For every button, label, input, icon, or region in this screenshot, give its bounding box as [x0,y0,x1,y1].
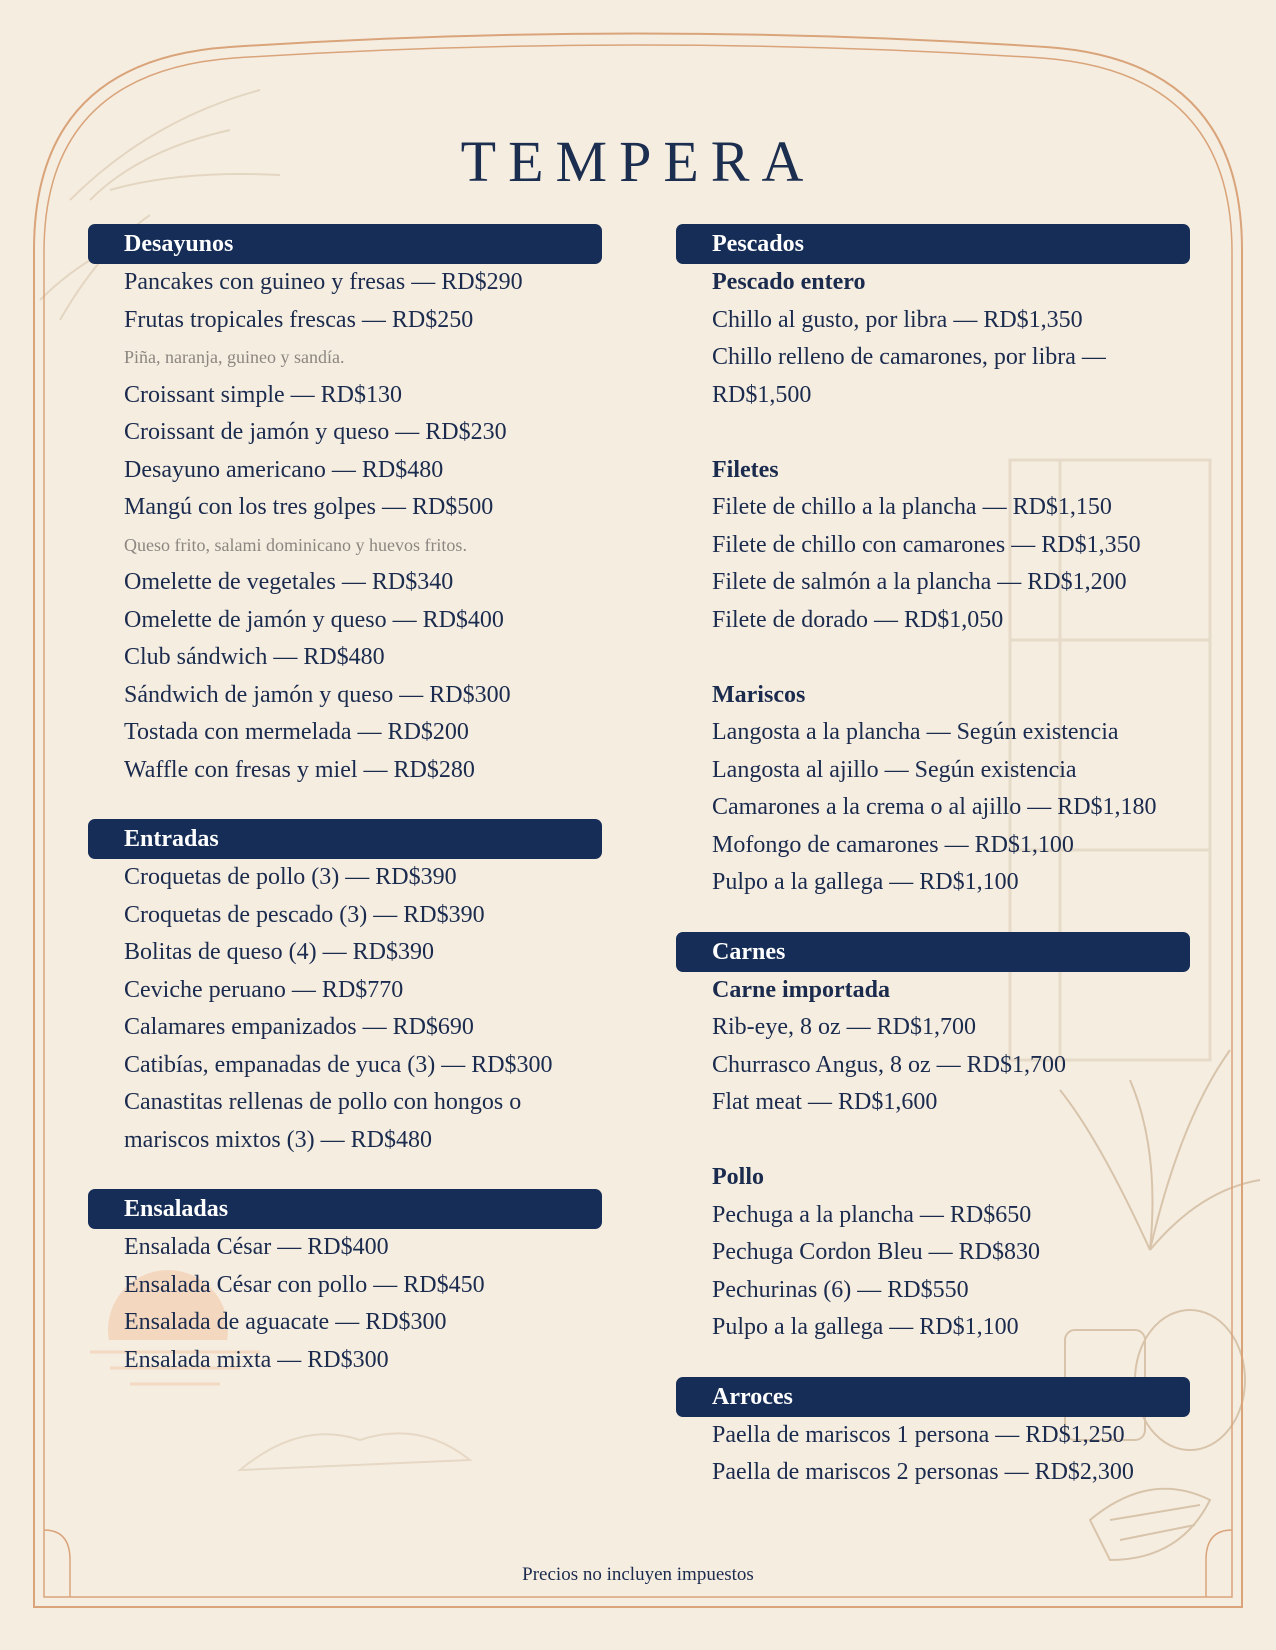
menu-item: Churrasco Angus, 8 oz — RD$1,700 [712,1051,1066,1078]
menu-section-desayunos [88,224,602,789]
menu-item: Pechurinas (6) — RD$550 [712,1276,969,1303]
menu-item: Pechuga Cordon Bleu — RD$830 [712,1239,1040,1265]
menu-item: Filete de chillo a la plancha — RD$1,150 [712,494,1112,520]
subsection-title: Pescado entero [712,269,866,295]
menu-item: Filete de chillo con camarones — RD$1,350 [712,531,1141,558]
menu-item: Paella de mariscos 2 personas — RD$2,300 [712,1459,1134,1485]
section-items [88,264,602,789]
menu-item: Rib-eye, 8 oz — RD$1,700 [712,1014,976,1040]
menu-item: mariscos mixtos (3) — RD$480 [124,1126,432,1153]
menu-item: Chillo relleno de camarones, por libra — [712,344,1106,370]
subsection-title: Carne importada [712,976,890,1003]
section-items [676,264,1190,902]
spacer [712,414,1190,452]
item-description: Piña, naranja, guineo y sandía. [124,347,345,367]
menu-section-entradas [88,819,602,1159]
menu-item: Catibías, empanadas de yuca (3) — RD$300 [124,1051,553,1078]
menu-item: Club sándwich — RD$480 [124,644,385,670]
menu-section-ensaladas [88,1189,602,1379]
menu-item: Filete de salmón a la plancha — RD$1,200 [712,569,1127,595]
menu-item: Calamares empanizados — RD$690 [124,1014,474,1040]
menu-item: Omelette de jamón y queso — RD$400 [124,606,504,633]
menu-item: Mofongo de camarones — RD$1,100 [712,831,1074,858]
menu-item: Frutas tropicales frescas — RD$250 [124,306,474,333]
menu-item: Langosta a la plancha — Según existencia [712,719,1119,745]
menu-item: Omelette de vegetales — RD$340 [124,569,454,595]
section-items [88,859,602,1159]
menu-item: Pulpo a la gallega — RD$1,100 [712,1314,1019,1340]
spacer [712,1122,1190,1160]
menu-item: Paella de mariscos 1 persona — RD$1,250 [712,1421,1125,1448]
menu-item: Langosta al ajillo — Según existencia [712,756,1077,783]
section-items [676,972,1190,1347]
menu-item: Ensalada César — RD$400 [124,1234,389,1260]
seashell-illustration [1090,1489,1210,1560]
menu-item: Tostada con mermelada — RD$200 [124,719,469,745]
menu-item: RD$1,500 [712,381,812,408]
section-header: Pescados [676,224,1190,264]
menu-item: Pancakes con guineo y fresas — RD$290 [124,269,523,295]
menu-item: Croquetas de pollo (3) — RD$390 [124,864,457,890]
section-header: Carnes [676,932,1190,972]
footer-note: Precios no incluyen impuestos [522,1564,754,1585]
subsection-title: Mariscos [712,681,806,708]
menu-item: Camarones a la crema o al ajillo — RD$1,180 [712,794,1157,820]
section-items [88,1229,602,1379]
menu-item: Canastitas rellenas de pollo con hongos o [124,1089,522,1115]
item-description: Queso frito, salami dominicano y huevos fritos. [124,534,467,555]
section-header: Arroces [676,1377,1190,1417]
section-header: Desayunos [88,224,602,264]
menu-item: Sándwich de jamón y queso — RD$300 [124,681,511,708]
menu-item: Croissant de jamón y queso — RD$230 [124,419,507,445]
section-header: Ensaladas [88,1189,602,1229]
section-header: Entradas [88,819,602,859]
menu-item: Ensalada mixta — RD$300 [124,1346,389,1373]
menu-item: Mangú con los tres golpes — RD$500 [124,494,494,520]
menu-section-carnes [676,932,1190,1347]
menu-item: Chillo al gusto, por libra — RD$1,350 [712,306,1083,333]
menu-item: Filete de dorado — RD$1,050 [712,606,1004,633]
menu-item: Pulpo a la gallega — RD$1,100 [712,869,1019,895]
menu-item: Ensalada de aguacate — RD$300 [124,1309,447,1335]
menu-item: Croquetas de pescado (3) — RD$390 [124,901,485,928]
menu-item: Waffle con fresas y miel — RD$280 [124,756,475,783]
menu-item: Flat meat — RD$1,600 [712,1089,938,1115]
menu-item: Croissant simple — RD$130 [124,381,403,408]
subsection-title: Filetes [712,456,779,483]
section-items [676,1417,1190,1492]
menu-section-arroces [676,1377,1190,1492]
brand-logo: TEMPERA [460,129,816,194]
menu-item: Ceviche peruano — RD$770 [124,976,404,1003]
menu-item: Pechuga a la plancha — RD$650 [712,1201,1032,1228]
menu-column-left [88,224,602,1379]
spacer [712,639,1190,677]
menu-item: Desayuno americano — RD$480 [124,456,444,483]
subsection-title: Pollo [712,1164,764,1190]
menu-column-right [676,224,1190,1492]
menu-item: Bolitas de queso (4) — RD$390 [124,939,434,965]
menu-item: Ensalada César con pollo — RD$450 [124,1271,485,1298]
menu-section-pescados [676,224,1190,902]
